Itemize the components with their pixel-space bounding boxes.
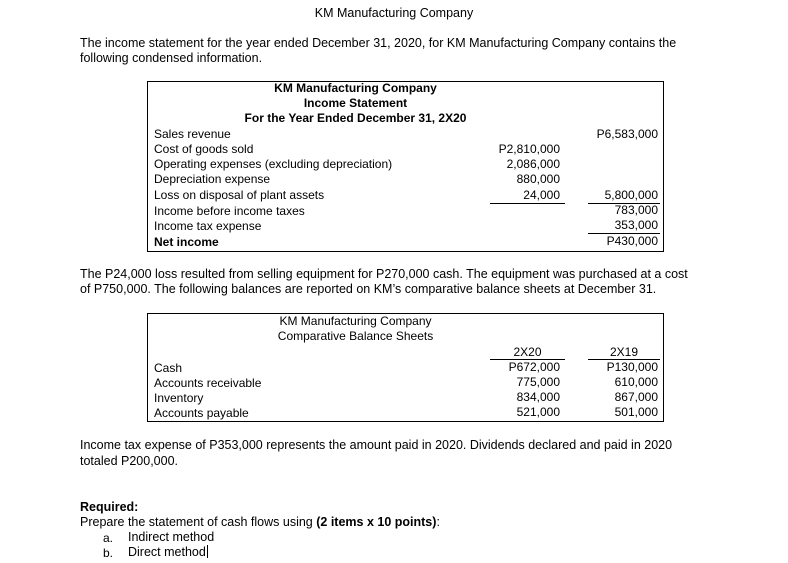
bs-row-2x19: P130,000 xyxy=(606,360,658,374)
bs-row-2x20: P672,000 xyxy=(508,360,560,374)
required-heading: Required: xyxy=(80,500,139,514)
balance-sheet-title: Comparative Balance Sheets xyxy=(277,329,434,343)
required-item-text: Indirect method xyxy=(128,530,215,544)
required-item-text: Direct method xyxy=(128,545,206,559)
bs-row-2x20: 834,000 xyxy=(516,390,560,404)
income-statement-company: KM Manufacturing Company xyxy=(274,81,437,95)
is-row-label: Income before income taxes xyxy=(154,204,305,218)
tax-line-1: Income tax expense of P353,000 represents the amount paid in 2020. Dividends declared and paid in 2020 xyxy=(80,438,673,452)
bs-row-label: Cash xyxy=(154,361,183,375)
is-row-col2: 353,000 xyxy=(614,218,658,232)
column-header-2x19: 2X19 xyxy=(609,345,639,359)
is-row-label: Income tax expense xyxy=(154,219,262,233)
bs-row-label: Inventory xyxy=(154,391,204,405)
intro-line-2: following condensed information. xyxy=(80,51,263,65)
text-cursor xyxy=(207,545,208,558)
loss-line-1: The P24,000 loss resulted from selling equipment for P270,000 cash. The equipment was purchased at a cost xyxy=(80,267,688,281)
is-row-label-net-income: Net income xyxy=(154,235,219,249)
balance-sheet-company: KM Manufacturing Company xyxy=(279,314,432,328)
bs-row-2x19: 610,000 xyxy=(614,375,658,389)
is-underline-col1 xyxy=(490,203,565,204)
is-row-label: Cost of goods sold xyxy=(154,142,254,156)
required-item-text-editable[interactable] xyxy=(128,545,208,560)
income-statement-period: For the Year Ended December 31, 2X20 xyxy=(244,111,467,125)
is-row-label: Loss on disposal of plant assets xyxy=(154,188,325,202)
is-row-col1: 24,000 xyxy=(523,188,560,202)
is-row-label: Depreciation expense xyxy=(154,172,271,186)
required-instruction xyxy=(80,515,440,530)
bs-row-2x20: 775,000 xyxy=(516,375,560,389)
required-points: (2 items x 10 points) xyxy=(316,515,437,529)
is-row-col1: P2,810,000 xyxy=(498,142,560,156)
bs-row-label: Accounts payable xyxy=(154,406,249,420)
is-row-col2-net-income: P430,000 xyxy=(606,234,658,248)
required-item-marker: a. xyxy=(103,531,114,545)
bs-row-label: Accounts receivable xyxy=(154,376,262,390)
is-row-col2: 783,000 xyxy=(614,203,658,217)
document-header: KM Manufacturing Company xyxy=(314,6,474,20)
is-row-col2: P6,583,000 xyxy=(596,127,658,141)
is-row-col1: 2,086,000 xyxy=(506,157,560,171)
is-row-col2: 5,800,000 xyxy=(604,188,658,202)
required-instruction-text: Prepare the statement of cash flows using xyxy=(80,515,317,529)
is-row-col1: 880,000 xyxy=(516,172,560,186)
required-item-marker: b. xyxy=(103,546,114,560)
loss-line-2: of P750,000. The following balances are reported on KM’s comparative balance sheets at December 31. xyxy=(80,282,657,296)
is-row-label: Sales revenue xyxy=(154,127,231,141)
required-colon: : xyxy=(436,515,440,529)
intro-line-1: The income statement for the year ended December 31, 2020, for KM Manufacturing Company contains the xyxy=(80,36,677,50)
column-header-2x20: 2X20 xyxy=(513,345,542,359)
tax-line-2: totaled P200,000. xyxy=(80,454,178,468)
bs-row-2x20: 521,000 xyxy=(516,405,560,419)
income-statement-title: Income Statement xyxy=(303,96,408,110)
is-row-label: Operating expenses (excluding depreciation) xyxy=(154,157,393,171)
bs-row-2x19: 867,000 xyxy=(614,390,658,404)
bs-row-2x19: 501,000 xyxy=(614,405,658,419)
